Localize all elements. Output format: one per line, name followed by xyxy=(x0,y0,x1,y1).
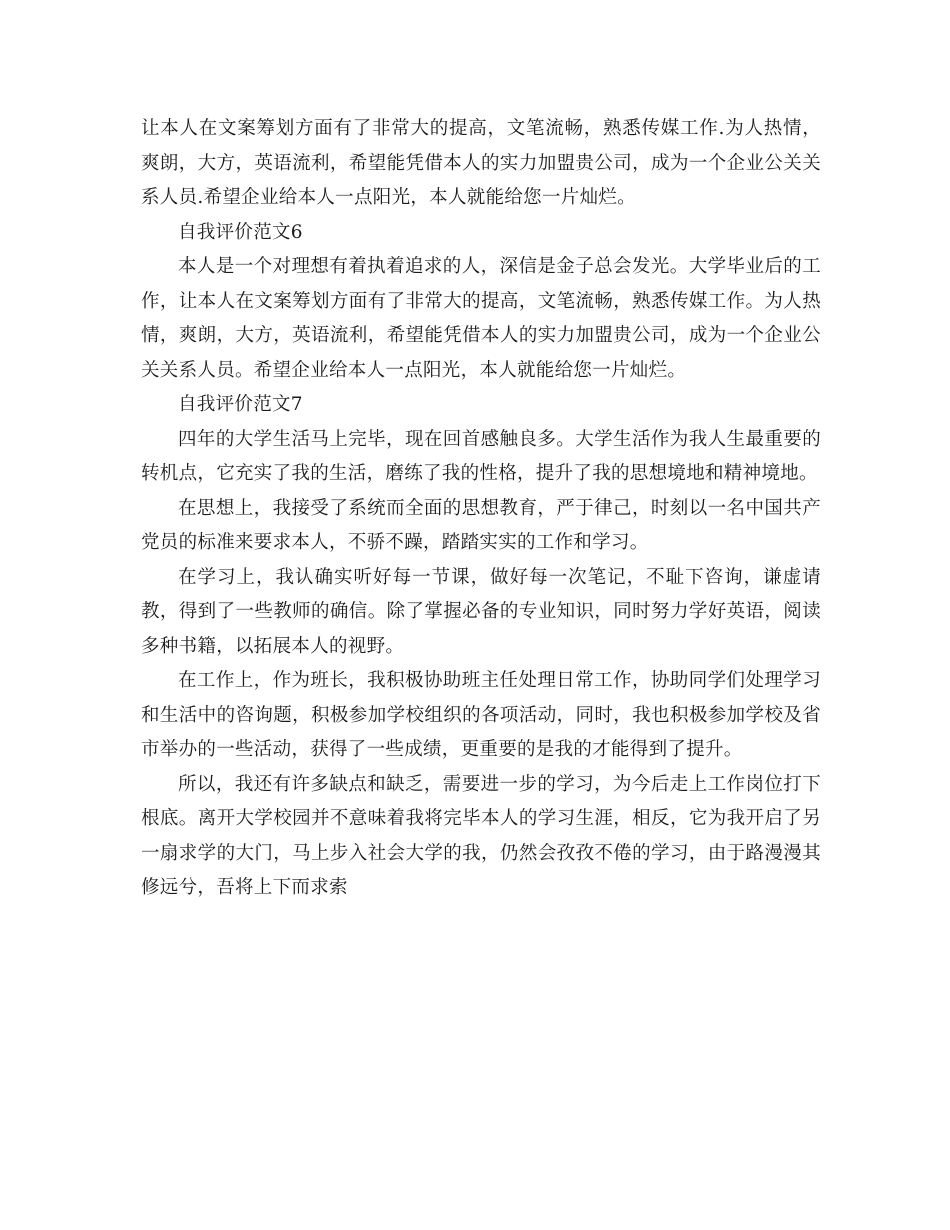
section-heading-6: 自我评价范文6 xyxy=(178,221,303,243)
paragraph-sample-6: 本人是一个对理想有着执着追求的人，深信是金子总会发光。大学毕业后的工作，让本人在文案筹划方面有了非常大的提高，文笔流畅，熟悉传媒工作。为人热情，爽朗，大方，英语流利，希望能凭借本人的实力加盟贵公司，成为一个企业公关关系人员。希望企业给本人一点阳光，本人就能给您一片灿烂。 xyxy=(141,256,821,381)
paragraph-ideology: 在思想上，我接受了系统而全面的思想教育，严于律己，时刻以一名中国共产党员的标准来要求本人，不骄不躁，踏踏实实的工作和学习。 xyxy=(141,497,821,553)
paragraph-conclusion: 所以，我还有许多缺点和缺乏，需要进一步的学习，为今后走上工作岗位打下根底。离开大学校园并不意味着我将完毕本人的学习生涯，相反，它为我开启了另一扇求学的大门，马上步入社会大学的我，仍然会孜孜不倦的学习，由于路漫漫其修远兮，吾将上下而求索 xyxy=(141,773,821,898)
paragraph-study: 在学习上，我认确实听好每一节课，做好每一次笔记，不耻下咨询，谦虚请教，得到了一些教师的确信。除了掌握必备的专业知识，同时努力学好英语，阅读多种书籍，以拓展本人的视野。 xyxy=(141,566,821,657)
paragraph-college-life: 四年的大学生活马上完毕，现在回首感触良多。大学生活作为我人生最重要的转机点，它充实了我的生活，磨练了我的性格，提升了我的思想境地和精神境地。 xyxy=(141,428,821,484)
document-body xyxy=(141,112,821,906)
paragraph-work: 在工作上，作为班长，我积极协助班主任处理日常工作，协助同学们处理学习和生活中的咨询题，积极参加学校组织的各项活动，同时，我也积极参加学校及省市举办的一些活动，获得了一些成绩，更重要的是我的才能得到了提升。 xyxy=(141,670,821,760)
paragraph-intro: 让本人在文案筹划方面有了非常大的提高，文笔流畅，熟悉传媒工作.为人热情，爽朗，大方，英语流利，希望能凭借本人的实力加盟贵公司，成为一个企业公关关系人员.希望企业给本人一点阳光，本人就能给您一片灿烂。 xyxy=(141,118,821,208)
section-heading-7: 自我评价范文7 xyxy=(178,394,303,415)
